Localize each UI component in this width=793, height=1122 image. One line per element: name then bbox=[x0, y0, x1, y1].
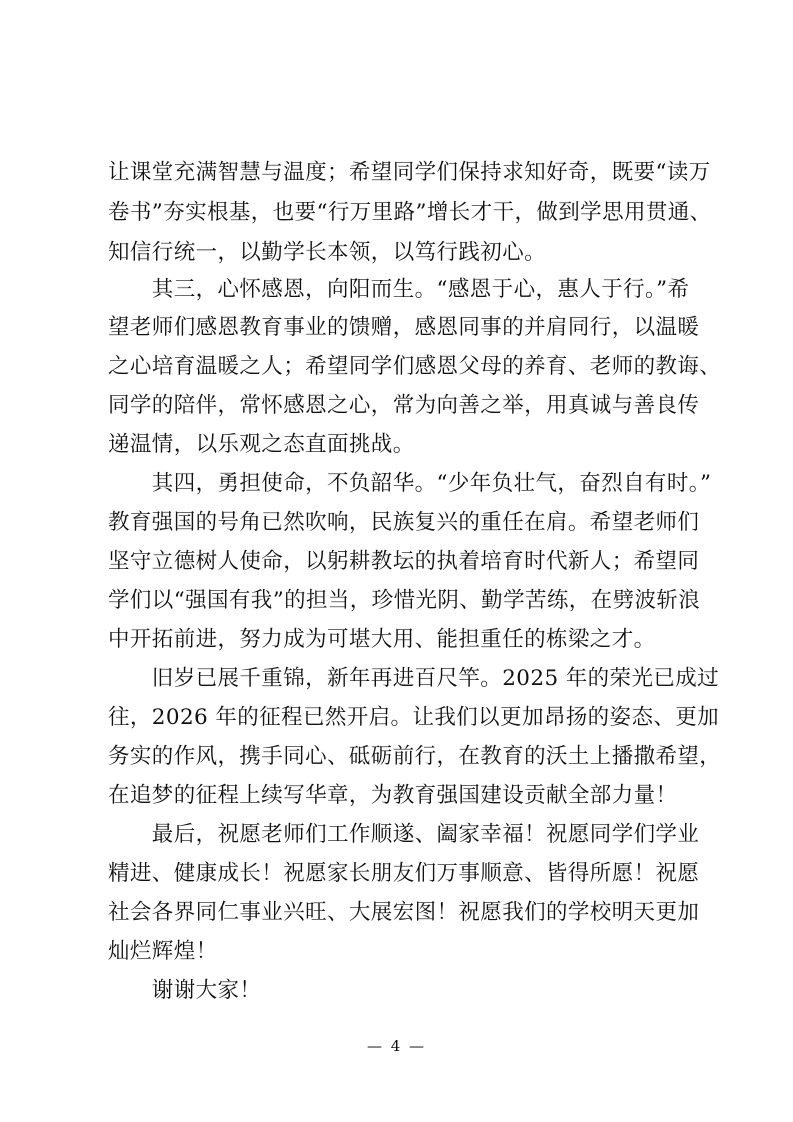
text-line: 坚守立德树人使命，以躬耕教坛的执着培育时代新人；希望同 bbox=[108, 549, 700, 574]
text-line: 让课堂充满智慧与温度；希望同学们保持求知好奇，既要“读万 bbox=[108, 160, 711, 185]
text-line: 在追梦的征程上续写华章，为教育强国建设贡献全部力量！ bbox=[108, 783, 678, 808]
text-line: 灿烂辉煌！ bbox=[108, 939, 218, 964]
text-line: 学们以“强国有我”的担当，珍惜光阴、勤学苦练，在劈波斩浪 bbox=[108, 588, 701, 613]
text-line: 最后，祝愿老师们工作顺遂、阖家幸福！祝愿同学们学业 bbox=[108, 822, 700, 847]
text-line: 旧岁已展千重锦，新年再进百尺竿。2025 年的荣光已成过 bbox=[108, 666, 720, 691]
text-line: 社会各界同仁事业兴旺、大展宏图！祝愿我们的学校明天更加 bbox=[108, 900, 700, 925]
text-line: 同学的陪伴，常怀感恩之心，常为向善之举，用真诚与善良传 bbox=[108, 393, 700, 418]
text-line: 教育强国的号角已然吹响，民族复兴的重任在肩。希望老师们 bbox=[108, 510, 700, 535]
text-line: 务实的作风，携手同心、砥砺前行，在教育的沃土上播撒希望， bbox=[108, 744, 722, 769]
text-line: 其三，心怀感恩，向阳而生。“感恩于心，惠人于行。”希 bbox=[108, 277, 690, 302]
text-line: 中开拓前进，努力成为可堪大用、能担重任的栋梁之才。 bbox=[108, 627, 656, 652]
text-line: 知信行统一，以勤学长本领，以笃行践初心。 bbox=[108, 240, 547, 265]
text-line: 卷书”夯实根基，也要“行万里路”增长才干，做到学思用贯通、 bbox=[108, 200, 712, 225]
text-line: 精进、健康成长！祝愿家长朋友们万事顺意、皆得所愿！祝愿 bbox=[108, 861, 700, 886]
text-line: 望老师们感恩教育事业的馈赠，感恩同事的并肩同行，以温暖 bbox=[108, 315, 700, 340]
text-line: 往，2026 年的征程已然开启。让我们以更加昂扬的姿态、更加 bbox=[108, 705, 720, 730]
text-line: 之心培育温暖之人；希望同学们感恩父母的养育、老师的教诲、 bbox=[108, 354, 722, 379]
page-number: — 4 — bbox=[366, 1037, 427, 1055]
text-line: 其四，勇担使命，不负韶华。“少年负壮气，奋烈自有时。” bbox=[108, 471, 712, 496]
text-line: 递温情，以乐观之态直面挑战。 bbox=[108, 432, 415, 457]
text-line: 谢谢大家！ bbox=[108, 978, 262, 1003]
